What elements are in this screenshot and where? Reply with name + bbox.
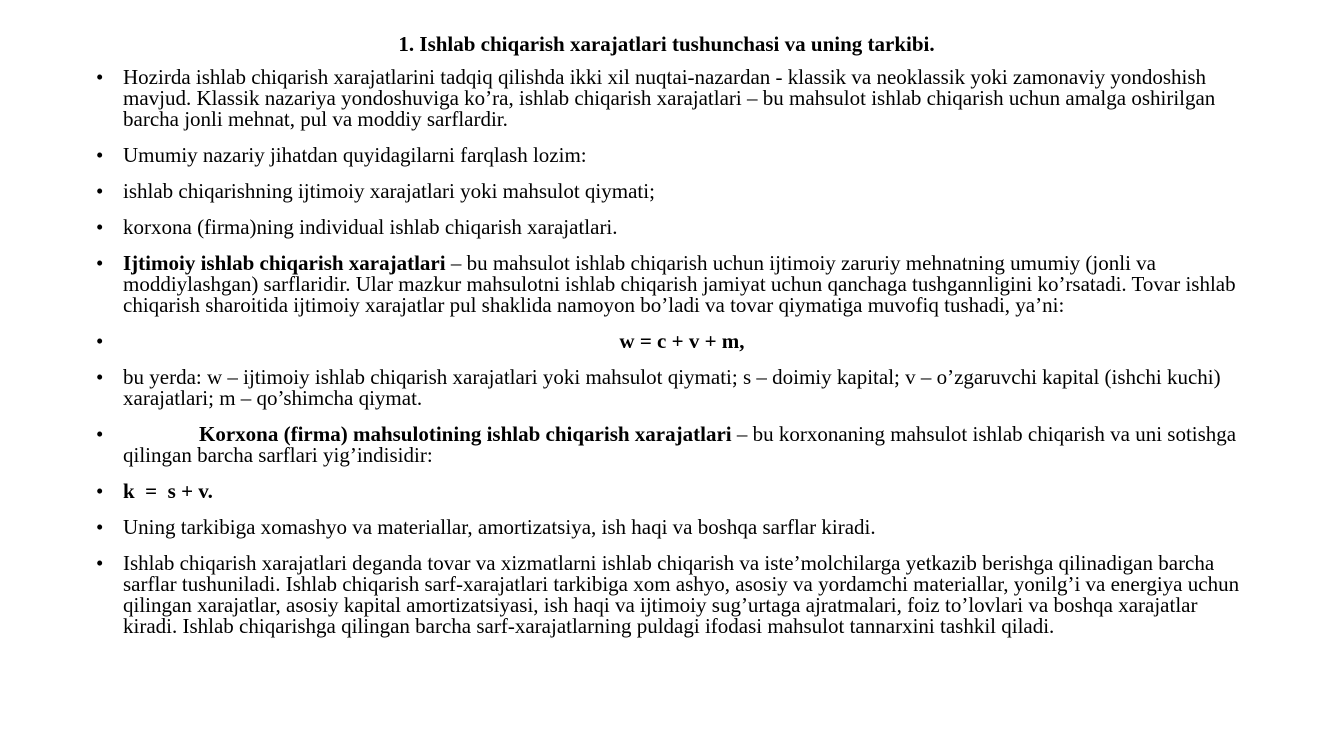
list-item xyxy=(0,253,1333,316)
list-item xyxy=(0,67,1333,130)
list-item xyxy=(0,517,1333,538)
bullet-dot: • xyxy=(96,65,104,89)
paragraph-text: Ishlab chiqarish xarajatlari deganda tovar va xizmatlarni ishlab chiqarish va iste’molchilarga yetkazib berishga qilinadigan barcha sarflar tushuniladi. Ishlab chiqarish sarf-xarajatlari tarkibiga xom ashyo, asosiy va yordamchi materiallar, yonilg’i va energiya uchun qilingan xarajatlar, asosiy kapital amortizatsiyasi, ish haqi va ijtimoiy sug’urtaga ajratmalari, foiz to’lovlari va boshqa xarajatlar kiradi. Ishlab chiqarishga qilingan barcha sarf-xarajatlarning puldagi ifodasi mahsulot tannarxini tashkil qiladi. xyxy=(123,551,1240,638)
term-bold: Korxona (firma) mahsulotining ishlab chiqarish xarajatlari xyxy=(199,422,732,446)
bullet-dot: • xyxy=(96,515,104,539)
list-item xyxy=(0,424,1333,466)
bullet-dot: • xyxy=(96,479,104,503)
paragraph-text: – bu korxonaning mahsulot ishlab chiqarish va uni sotishga qilingan barcha sarflari yig’indisidir: xyxy=(123,422,1237,467)
list-item xyxy=(0,181,1333,202)
paragraph-text: Uning tarkibiga xomashyo va materiallar, amortizatsiya, ish haqi va boshqa sarflar kiradi. xyxy=(123,515,876,539)
bullet-dot: • xyxy=(96,551,104,575)
bullet-list xyxy=(0,67,1333,652)
formula-value: w = c + v + m, xyxy=(619,329,745,353)
bullet-dot: • xyxy=(96,365,104,389)
bullet-dot: • xyxy=(96,179,104,203)
document-title: 1. Ishlab chiqarish xarajatlari tushunchasi va uning tarkibi. xyxy=(398,32,935,56)
paragraph-text: korxona (firma)ning individual ishlab chiqarish xarajatlari. xyxy=(123,215,618,239)
paragraph-text: bu yerda: w – ijtimoiy ishlab chiqarish xarajatlari yoki mahsulot qiymati; s – doimiy kapital; v – o’zgaruvchi kapital (ishchi kuchi) xarajatlari; m – qo’shimcha qiymat. xyxy=(123,365,1221,410)
list-item xyxy=(0,145,1333,166)
formula-cost: k = s + v. xyxy=(123,479,213,503)
list-item xyxy=(0,481,1333,502)
list-item xyxy=(0,217,1333,238)
list-item xyxy=(0,367,1333,409)
bullet-dot: • xyxy=(96,422,104,446)
paragraph-text: Hozirda ishlab chiqarish xarajatlarini tadqiq qilishda ikki xil nuqtai-nazardan - klassik va neoklassik yoki zamonaviy yondoshish mavjud. Klassik nazariya yondoshuviga ko’ra, ishlab chiqarish xarajatlari – bu mahsulot ishlab chiqarish uchun amalga oshirilgan barcha jonli mehnat, pul va moddiy sarflardir. xyxy=(123,65,1216,131)
paragraph-text: – bu mahsulot ishlab chiqarish uchun ijtimoiy zaruriy mehnatning umumiy (jonli va moddiylashgan) sarflaridir. Ular mazkur mahsulotni ishlab chiqarish jamiyat uchun qanchaga tushgannligini ko’rsatadi. Tovar ishlab chiqarish sharoitida ijtimoiy xarajatlar pul shaklida namoyon bo’ladi va tovar qiymatiga muvofiq tushadi, ya’ni: xyxy=(123,251,1236,317)
bullet-dot: • xyxy=(96,329,104,353)
paragraph-text: Umumiy nazariy jihatdan quyidagilarni farqlash lozim: xyxy=(123,143,587,167)
term-bold: Ijtimoiy ishlab chiqarish xarajatlari xyxy=(123,251,446,275)
list-item xyxy=(0,331,1333,352)
bullet-dot: • xyxy=(96,215,104,239)
paragraph-text: ishlab chiqarishning ijtimoiy xarajatlari yoki mahsulot qiymati; xyxy=(123,179,655,203)
bullet-dot: • xyxy=(96,143,104,167)
list-item xyxy=(0,553,1333,637)
bullet-dot: • xyxy=(96,251,104,275)
